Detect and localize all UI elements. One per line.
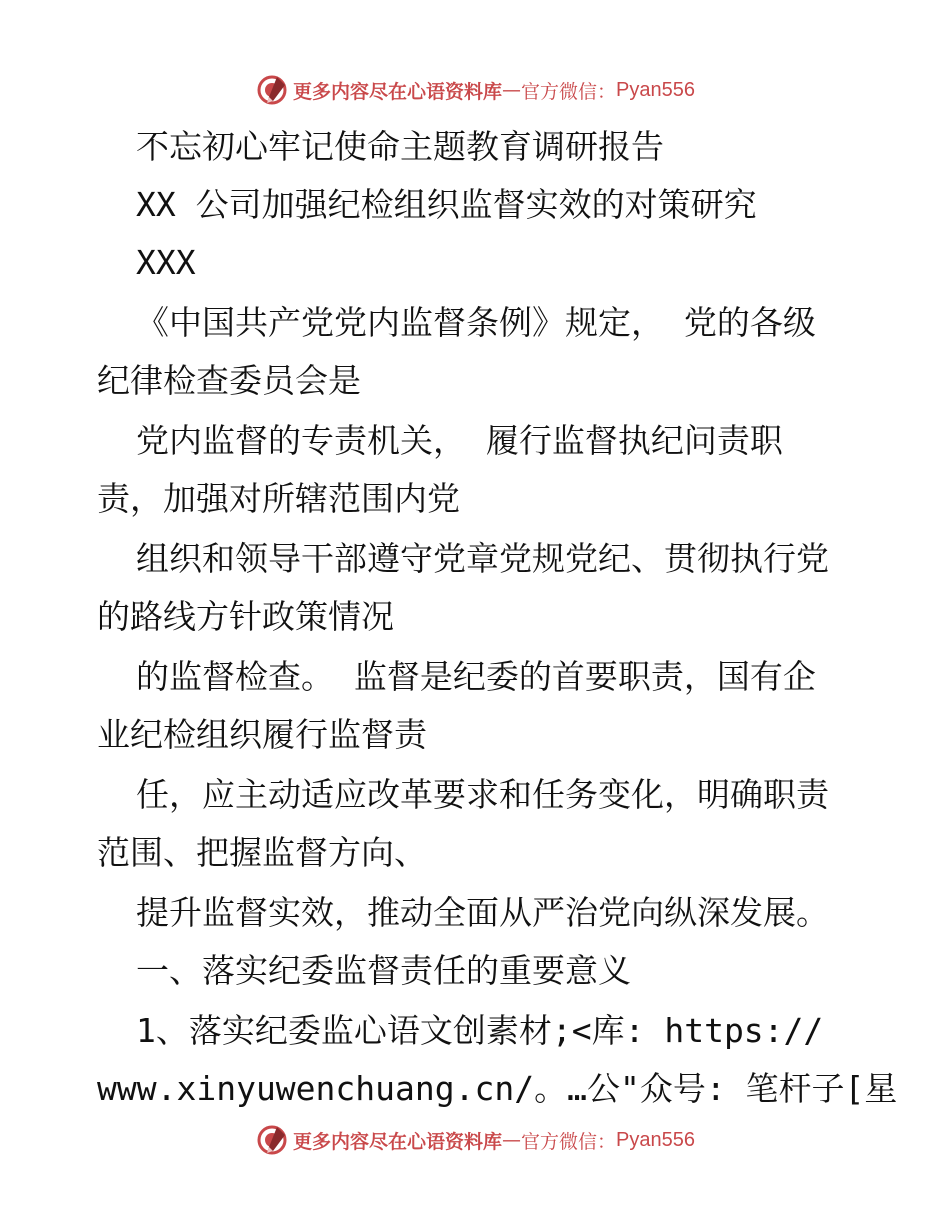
pen-logo-icon (255, 73, 289, 107)
watermark-dash: — (502, 79, 522, 101)
watermark-dash: — (502, 1129, 522, 1151)
watermark-wechat-id: Pyan556 (616, 1128, 695, 1151)
watermark-site-text: 更多内容尽在心语资料库 (293, 80, 503, 103)
watermark-site-text: 更多内容尽在心语资料库 (293, 1130, 503, 1153)
watermark-wechat-id: Pyan556 (616, 78, 695, 101)
section-heading: 一、落实纪委监督责任的重要意义 (136, 951, 631, 990)
pen-logo-icon (255, 1123, 289, 1157)
document-author: XXX (136, 243, 196, 282)
watermark-header (0, 70, 950, 110)
paragraph-line: 业纪检组织履行监督责 (97, 715, 427, 754)
paragraph-line: 1、落实纪委监心语文创素材;<库: https:// (136, 1011, 824, 1050)
watermark-footer (0, 1120, 950, 1160)
paragraph-line: 提升监督实效，推动全面从严治党向纵深发展。 (136, 893, 829, 932)
paragraph-line: 任，应主动适应改革要求和任务变化，明确职责 (136, 775, 829, 814)
watermark-wechat-label: 官方微信： (521, 1130, 617, 1153)
paragraph-line: 组织和领导干部遵守党章党规党纪、贯彻执行党 (136, 539, 829, 578)
watermark-wechat-label: 官方微信： (521, 80, 617, 103)
paragraph-line: 的监督检查。 监督是纪委的首要职责，国有企 (136, 657, 816, 696)
paragraph-line: 纪律检查委员会是 (97, 361, 361, 400)
paragraph-line: 范围、把握监督方向、 (97, 833, 427, 872)
paragraph-line: 责，加强对所辖范围内党 (97, 479, 460, 518)
paragraph-line: 《中国共产党党内监督条例》规定， 党的各级 (136, 303, 816, 342)
document-title: 不忘初心牢记使命主题教育调研报告 (136, 127, 664, 166)
paragraph-line: 党内监督的专责机关， 履行监督执纪问责职 (136, 421, 783, 460)
paragraph-line: 的路线方针政策情况 (97, 597, 394, 636)
document-subtitle: XX 公司加强纪检组织监督实效的对策研究 (136, 185, 757, 224)
paragraph-line: www.xinyuwenchuang.cn/。…公"众号: 笔杆子[星 (97, 1069, 898, 1108)
